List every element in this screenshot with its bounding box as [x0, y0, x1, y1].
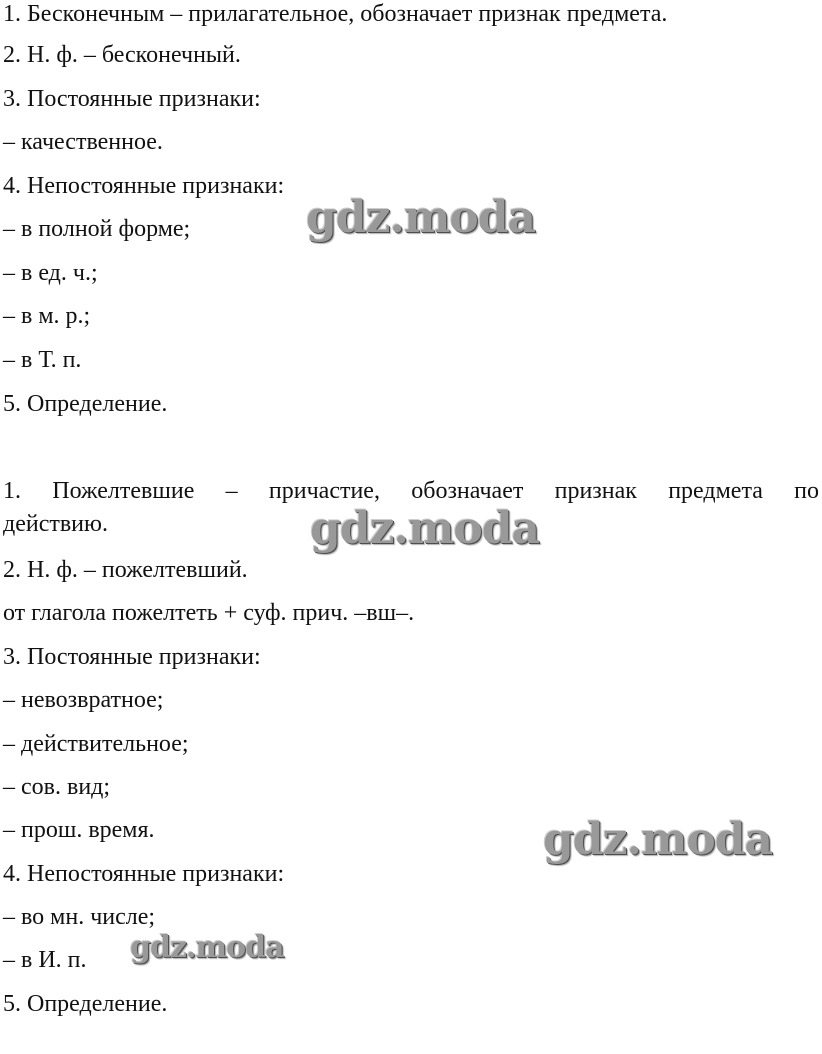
s2-line-7: – сов. вид; — [3, 774, 111, 800]
s2-line-3: от глагола пожелтеть + суф. прич. –вш–. — [3, 600, 415, 626]
s2-line-6: – действительное; — [3, 731, 189, 757]
s2-line-1b: действию. — [3, 511, 108, 537]
s1-line-7: – в ед. ч.; — [3, 260, 98, 286]
s2-line-1: 1. Пожелтевшие – причастие, обозначает признак предмета по — [3, 478, 819, 504]
watermark-logo: gdz.moda — [543, 814, 773, 865]
s1-line-2: 2. Н. ф. – бесконечный. — [3, 42, 241, 68]
s1-line-3: 3. Постоянные признаки: — [3, 86, 261, 112]
s2-line-4: 3. Постоянные признаки: — [3, 644, 261, 670]
watermark-logo: gdz.moda — [130, 930, 284, 965]
watermark-logo: gdz.moda — [310, 503, 540, 554]
s2-line-8: – прош. время. — [3, 817, 155, 843]
s2-line-10: – во мн. числе; — [3, 904, 156, 930]
s1-line-8: – в м. р.; — [3, 303, 91, 329]
s2-line-11: – в И. п. — [3, 947, 87, 973]
s1-line-5: 4. Непостоянные признаки: — [3, 173, 285, 199]
s1-line-4: – качественное. — [3, 129, 163, 155]
s2-line-5: – невозвратное; — [3, 687, 164, 713]
s2-line-2: 2. Н. ф. – пожелтевший. — [3, 557, 248, 583]
s1-line-9: – в Т. п. — [3, 347, 82, 373]
s1-line-6: – в полной форме; — [3, 216, 191, 242]
s1-line-1: 1. Бесконечным – прилагательное, обозначает признак предмета. — [3, 1, 668, 27]
s2-line-9: 4. Непостоянные признаки: — [3, 861, 285, 887]
s1-line-10: 5. Определение. — [3, 391, 168, 417]
s2-line-12: 5. Определение. — [3, 991, 168, 1017]
watermark-logo: gdz.moda — [306, 192, 536, 243]
